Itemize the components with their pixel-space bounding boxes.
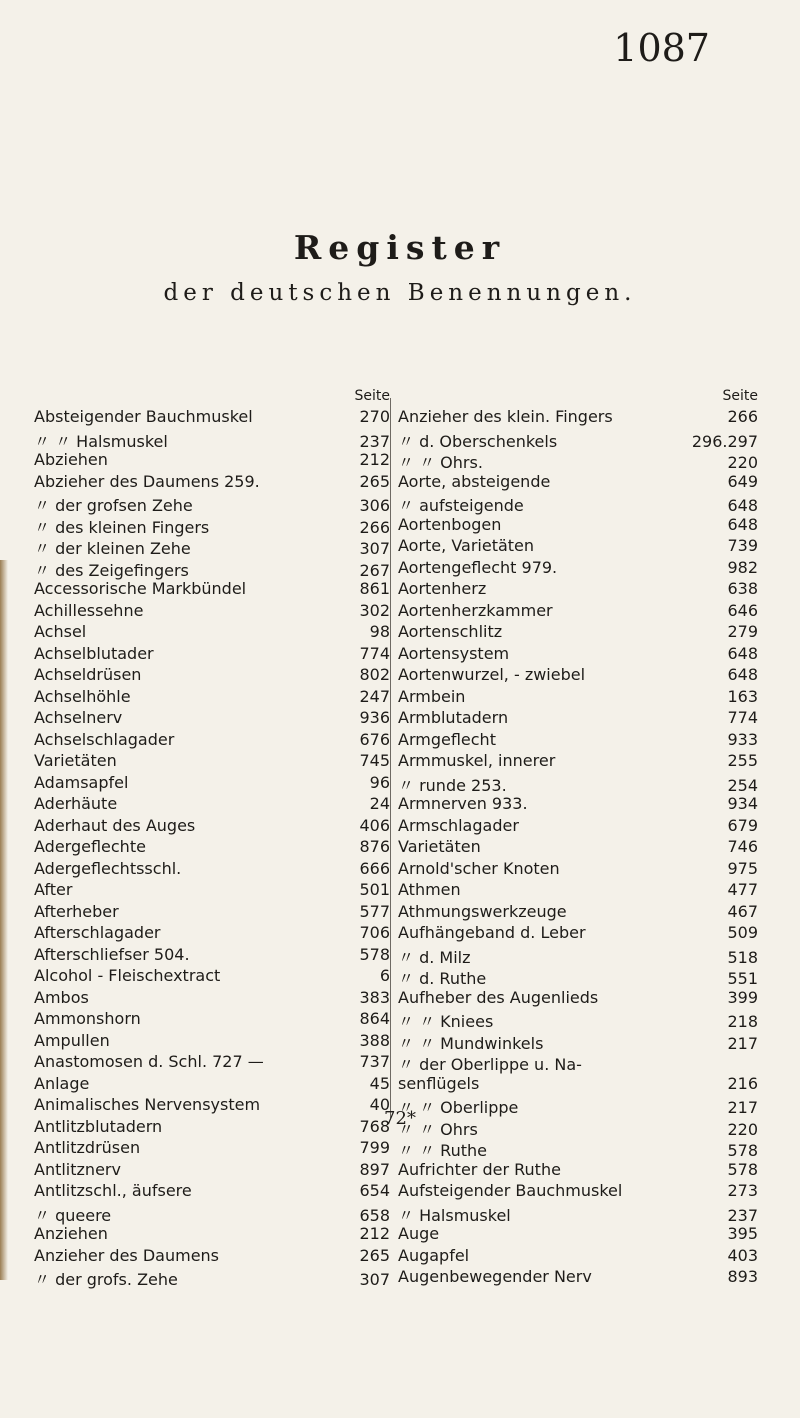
index-entry	[34, 407, 390, 429]
entry-page: 551	[727, 969, 758, 988]
index-entry	[398, 472, 758, 494]
index-entry	[34, 622, 390, 644]
entry-term: 〃 queere	[34, 1205, 112, 1225]
entry-page: 406	[359, 815, 390, 835]
index-entry	[398, 1031, 758, 1053]
entry-page: 247	[359, 686, 390, 706]
index-entry	[34, 859, 390, 881]
entry-page: 163	[727, 686, 758, 706]
entry-page: 578	[727, 1159, 758, 1179]
entry-page: 864	[359, 1009, 390, 1028]
entry-page: 638	[727, 579, 758, 598]
index-entry	[34, 773, 390, 795]
column-divider	[390, 398, 391, 1118]
entry-page: 893	[727, 1267, 758, 1286]
index-entry	[34, 1246, 390, 1268]
entry-term: 〃 〃 Mundwinkels	[398, 1033, 544, 1053]
entry-term: Armschlagader	[398, 815, 519, 835]
index-entry	[398, 902, 758, 924]
entry-page: 467	[727, 901, 758, 921]
index-entry	[398, 966, 758, 988]
register-title: Register	[293, 228, 507, 267]
entry-term: Aortenherzkammer	[398, 600, 553, 620]
entry-page: 270	[359, 407, 390, 426]
index-entry	[34, 794, 390, 816]
entry-page: 237	[359, 431, 390, 451]
entry-term: senflügels	[398, 1073, 480, 1093]
entry-term: Anzieher des Daumens	[34, 1245, 220, 1265]
entry-term: Aortenschlitz	[398, 622, 503, 641]
entry-term: Arnold'scher Knoten	[398, 858, 560, 878]
index-entry	[34, 837, 390, 859]
index-entry	[398, 816, 758, 838]
entry-term: Aortenwurzel, - zwiebel	[398, 665, 586, 684]
entry-term: Anlage	[34, 1073, 90, 1093]
entry-page: 739	[727, 536, 758, 555]
entry-page: 876	[359, 837, 390, 856]
index-entries	[398, 407, 758, 1289]
entry-term: Aufrichter der Ruthe	[398, 1159, 561, 1179]
entry-page: 399	[727, 987, 758, 1007]
entry-page: 933	[727, 729, 758, 749]
entry-page: 646	[727, 600, 758, 620]
entry-page: 265	[359, 1245, 390, 1265]
signature-mark: 72*	[384, 1108, 416, 1129]
entry-page: 216	[727, 1073, 758, 1093]
index-entry	[398, 493, 758, 515]
entry-term: 〃 〃 Kniees	[398, 1012, 494, 1031]
index-entry	[398, 407, 758, 429]
index-entry	[34, 687, 390, 709]
entry-page: 501	[359, 880, 390, 899]
index-entry	[398, 1267, 758, 1289]
entry-term: Accessorische Markbündel	[34, 579, 247, 598]
entry-term: 〃 〃 Ohrs.	[398, 453, 483, 472]
entry-term: Varietäten	[34, 751, 117, 770]
entry-page: 266	[359, 517, 390, 537]
index-entry	[398, 687, 758, 709]
entry-term: Armbein	[398, 686, 466, 706]
index-entry	[34, 816, 390, 838]
index-entry	[398, 859, 758, 881]
entry-page: 96	[369, 772, 390, 792]
entry-page: 802	[359, 665, 390, 684]
index-entry	[398, 1138, 758, 1160]
column-header: Seite	[354, 388, 390, 404]
index-entry	[398, 1052, 758, 1074]
entry-page: 267	[359, 560, 390, 580]
entry-term: Achselhöhle	[34, 686, 131, 706]
entry-term: Achselnerv	[34, 708, 123, 727]
index-entry	[34, 472, 390, 494]
entry-page: 666	[359, 858, 390, 878]
entry-term: Aortensystem	[398, 643, 510, 663]
entry-page: 648	[727, 643, 758, 663]
entry-term: 〃 des kleinen Fingers	[34, 517, 210, 537]
entry-page: 24	[369, 794, 390, 813]
entry-term: Armgeflecht	[398, 729, 496, 749]
index-entry	[34, 1203, 390, 1225]
left-binding-edge	[0, 560, 8, 1280]
entry-term: Adergeflechte	[34, 837, 146, 856]
entry-page: 861	[359, 579, 390, 598]
entry-term: 〃 runde 253.	[398, 775, 507, 795]
entry-term: Aorte, absteigende	[398, 471, 551, 491]
index-entry	[34, 1074, 390, 1096]
entry-term: Achselblutader	[34, 643, 154, 663]
index-entry	[398, 558, 758, 580]
entry-page: 302	[359, 600, 390, 620]
index-entry	[34, 644, 390, 666]
index-entry	[398, 1203, 758, 1225]
index-entry	[34, 988, 390, 1010]
entry-term: Afterheber	[34, 901, 119, 921]
entry-term: Armnerven 933.	[398, 794, 528, 813]
index-column-left	[34, 388, 390, 1289]
index-entries	[34, 407, 390, 1289]
entry-page: 706	[359, 923, 390, 942]
index-entry	[34, 601, 390, 623]
entry-page: 745	[359, 751, 390, 770]
index-entry	[398, 880, 758, 902]
index-entry	[34, 880, 390, 902]
index-entry	[34, 450, 390, 472]
entry-term: Absteigender Bauchmuskel	[34, 407, 253, 426]
entry-page: 774	[359, 643, 390, 663]
index-entry	[34, 515, 390, 537]
entry-term: 〃 des Zeigefingers	[34, 560, 189, 580]
entry-term: Adergeflechtsschl.	[34, 858, 182, 878]
entry-term: Anziehen	[34, 1224, 108, 1243]
index-entry	[398, 794, 758, 816]
index-entry	[398, 644, 758, 666]
entry-term: Achillessehne	[34, 600, 144, 620]
entry-term: Athmungswerkzeuge	[398, 901, 567, 921]
index-entry	[34, 966, 390, 988]
entry-page: 212	[359, 1224, 390, 1243]
entry-page: 237	[727, 1205, 758, 1225]
entry-page: 383	[359, 987, 390, 1007]
entry-term: 〃 d. Milz	[398, 947, 471, 967]
entry-page: 936	[359, 708, 390, 727]
entry-page: 217	[727, 1098, 758, 1117]
index-entry	[398, 773, 758, 795]
index-entry	[398, 923, 758, 945]
index-entry	[398, 708, 758, 730]
entry-term: 〃 Halsmuskel	[398, 1205, 511, 1225]
entry-term: Aortenbogen	[398, 514, 502, 534]
index-entry	[398, 665, 758, 687]
entry-term: Adamsapfel	[34, 772, 129, 792]
entry-page: 676	[359, 729, 390, 749]
index-entry	[398, 945, 758, 967]
index-entry	[398, 450, 758, 472]
entry-term: Aufheber des Augenlieds	[398, 987, 599, 1007]
index-entry	[398, 1160, 758, 1182]
entry-page: 768	[359, 1116, 390, 1136]
entry-term: Athmen	[398, 880, 461, 899]
entry-term: Aderhäute	[34, 794, 118, 813]
entry-page: 254	[727, 775, 758, 795]
index-entry	[398, 730, 758, 752]
register-subtitle: der deutschen Benennungen.	[163, 280, 637, 306]
entry-term: Ampullen	[34, 1030, 110, 1050]
entry-page: 577	[359, 901, 390, 921]
entry-term: Anzieher des klein. Fingers	[398, 407, 613, 426]
entry-page: 220	[727, 1119, 758, 1139]
entry-term: 〃 〃 Ruthe	[398, 1141, 487, 1160]
entry-page: 6	[379, 966, 390, 985]
entry-term: Augapfel	[398, 1245, 470, 1265]
index-entry	[34, 1009, 390, 1031]
entry-page: 266	[727, 407, 758, 426]
entry-term: Ammonshorn	[34, 1009, 141, 1028]
entry-term: Afterschlagader	[34, 923, 161, 942]
index-entry	[34, 1181, 390, 1203]
index-entry	[398, 515, 758, 537]
index-entry	[398, 1074, 758, 1096]
entry-page: 307	[359, 1270, 390, 1289]
index-entry	[398, 429, 758, 451]
entry-page: 648	[727, 514, 758, 534]
index-entry	[398, 1224, 758, 1246]
entry-term: Antlitzdrüsen	[34, 1138, 141, 1157]
entry-page: 306	[359, 496, 390, 515]
entry-term: Abziehen	[34, 450, 108, 469]
entry-page: 218	[727, 1012, 758, 1031]
index-entry	[34, 730, 390, 752]
index-entry	[34, 579, 390, 601]
entry-term: 〃 der Oberlippe u. Na-	[398, 1055, 582, 1074]
entry-page: 403	[727, 1245, 758, 1265]
entry-term: 〃 d. Ruthe	[398, 969, 487, 988]
index-entry	[34, 536, 390, 558]
index-entry	[34, 923, 390, 945]
page-number: 1087	[613, 26, 710, 70]
entry-term: 〃 der grofsen Zehe	[34, 496, 193, 515]
index-entry	[398, 751, 758, 773]
index-entry	[34, 708, 390, 730]
index-entry	[398, 837, 758, 859]
entry-page: 679	[727, 815, 758, 835]
entry-page: 658	[359, 1205, 390, 1225]
entry-term: Antlitzschl., äufsere	[34, 1181, 192, 1200]
entry-page: 746	[727, 837, 758, 856]
entry-page: 395	[727, 1224, 758, 1243]
entry-page: 578	[359, 944, 390, 964]
entry-page: 975	[727, 858, 758, 878]
entry-page: 265	[359, 471, 390, 491]
entry-term: Varietäten	[398, 837, 481, 856]
entry-term: Augenbewegender Nerv	[398, 1267, 592, 1286]
entry-page: 518	[727, 947, 758, 967]
entry-term: Aortengeflecht 979.	[398, 557, 558, 577]
entry-term: Alcohol - Fleischextract	[34, 966, 221, 985]
entry-term: Achseldrüsen	[34, 665, 142, 684]
entry-term: After	[34, 880, 73, 899]
entry-term: Achsel	[34, 622, 87, 641]
entry-page: 279	[727, 622, 758, 641]
entry-term: Animalisches Nervensystem	[34, 1095, 261, 1114]
index-entry	[34, 429, 390, 451]
entry-term: 〃 der kleinen Zehe	[34, 539, 191, 558]
column-header: Seite	[722, 388, 758, 404]
entry-term: Aortenherz	[398, 579, 487, 598]
index-entry	[398, 536, 758, 558]
index-entry	[34, 493, 390, 515]
entry-page: 934	[727, 794, 758, 813]
index-column-right	[398, 388, 758, 1289]
entry-term: Ambos	[34, 987, 89, 1007]
entry-page: 212	[359, 450, 390, 469]
entry-term: 〃 〃 Ohrs	[398, 1119, 478, 1139]
entry-term: Aderhaut des Auges	[34, 815, 196, 835]
index-entry	[398, 1009, 758, 1031]
index-entry	[398, 622, 758, 644]
entry-page: 649	[727, 471, 758, 491]
entry-page: 509	[727, 923, 758, 942]
entry-page: 654	[359, 1181, 390, 1200]
entry-page: 897	[359, 1159, 390, 1179]
entry-page: 774	[727, 708, 758, 727]
index-entry	[34, 1267, 390, 1289]
entry-term: 〃 aufsteigende	[398, 496, 524, 515]
entry-term: 〃 d. Oberschenkels	[398, 431, 558, 451]
entry-page: 217	[727, 1033, 758, 1053]
entry-term: Aorte, Varietäten	[398, 536, 535, 555]
index-entry	[398, 988, 758, 1010]
entry-term: Anastomosen d. Schl. 727 —	[34, 1052, 264, 1071]
index-entry	[34, 751, 390, 773]
entry-term: Abzieher des Daumens 259.	[34, 471, 260, 491]
index-entry	[398, 1181, 758, 1203]
index-entry	[34, 902, 390, 924]
entry-page: 648	[727, 496, 758, 515]
entry-term: Antlitzblutadern	[34, 1116, 163, 1136]
entry-page: 255	[727, 751, 758, 770]
index-entry	[34, 1138, 390, 1160]
entry-page: 477	[727, 880, 758, 899]
entry-term: Achselschlagader	[34, 729, 175, 749]
entry-page: 648	[727, 665, 758, 684]
index-entry	[398, 601, 758, 623]
entry-page: 296.297	[691, 431, 758, 451]
entry-term: 〃 〃 Oberlippe	[398, 1098, 519, 1117]
entry-page: 307	[359, 539, 390, 558]
entry-page: 578	[727, 1141, 758, 1160]
entry-page: 388	[359, 1030, 390, 1050]
index-entry	[398, 1246, 758, 1268]
index-entry	[34, 1031, 390, 1053]
entry-term: 〃 der grofs. Zehe	[34, 1270, 178, 1289]
index-entry	[34, 1160, 390, 1182]
entry-page: 220	[727, 453, 758, 472]
index-entry	[34, 945, 390, 967]
entry-term: Afterschliefser 504.	[34, 944, 190, 964]
entry-page: 45	[369, 1073, 390, 1093]
entry-term: Aufhängeband d. Leber	[398, 923, 586, 942]
entry-page: 273	[727, 1181, 758, 1200]
index-entry	[34, 1224, 390, 1246]
entry-term: Aufsteigender Bauchmuskel	[398, 1181, 623, 1200]
entry-term: Auge	[398, 1224, 440, 1243]
entry-term: Armmuskel, innerer	[398, 751, 556, 770]
index-entry	[34, 558, 390, 580]
index-entry	[398, 579, 758, 601]
index-entry	[34, 1052, 390, 1074]
index-entry	[34, 665, 390, 687]
entry-term: 〃 〃 Halsmuskel	[34, 431, 168, 451]
entry-page: 737	[359, 1052, 390, 1071]
entry-page: 40	[369, 1095, 390, 1114]
entry-term: Armblutadern	[398, 708, 509, 727]
entry-page: 982	[727, 557, 758, 577]
entry-page: 98	[369, 622, 390, 641]
entry-term: Antlitznerv	[34, 1159, 121, 1179]
entry-page: 799	[359, 1138, 390, 1157]
